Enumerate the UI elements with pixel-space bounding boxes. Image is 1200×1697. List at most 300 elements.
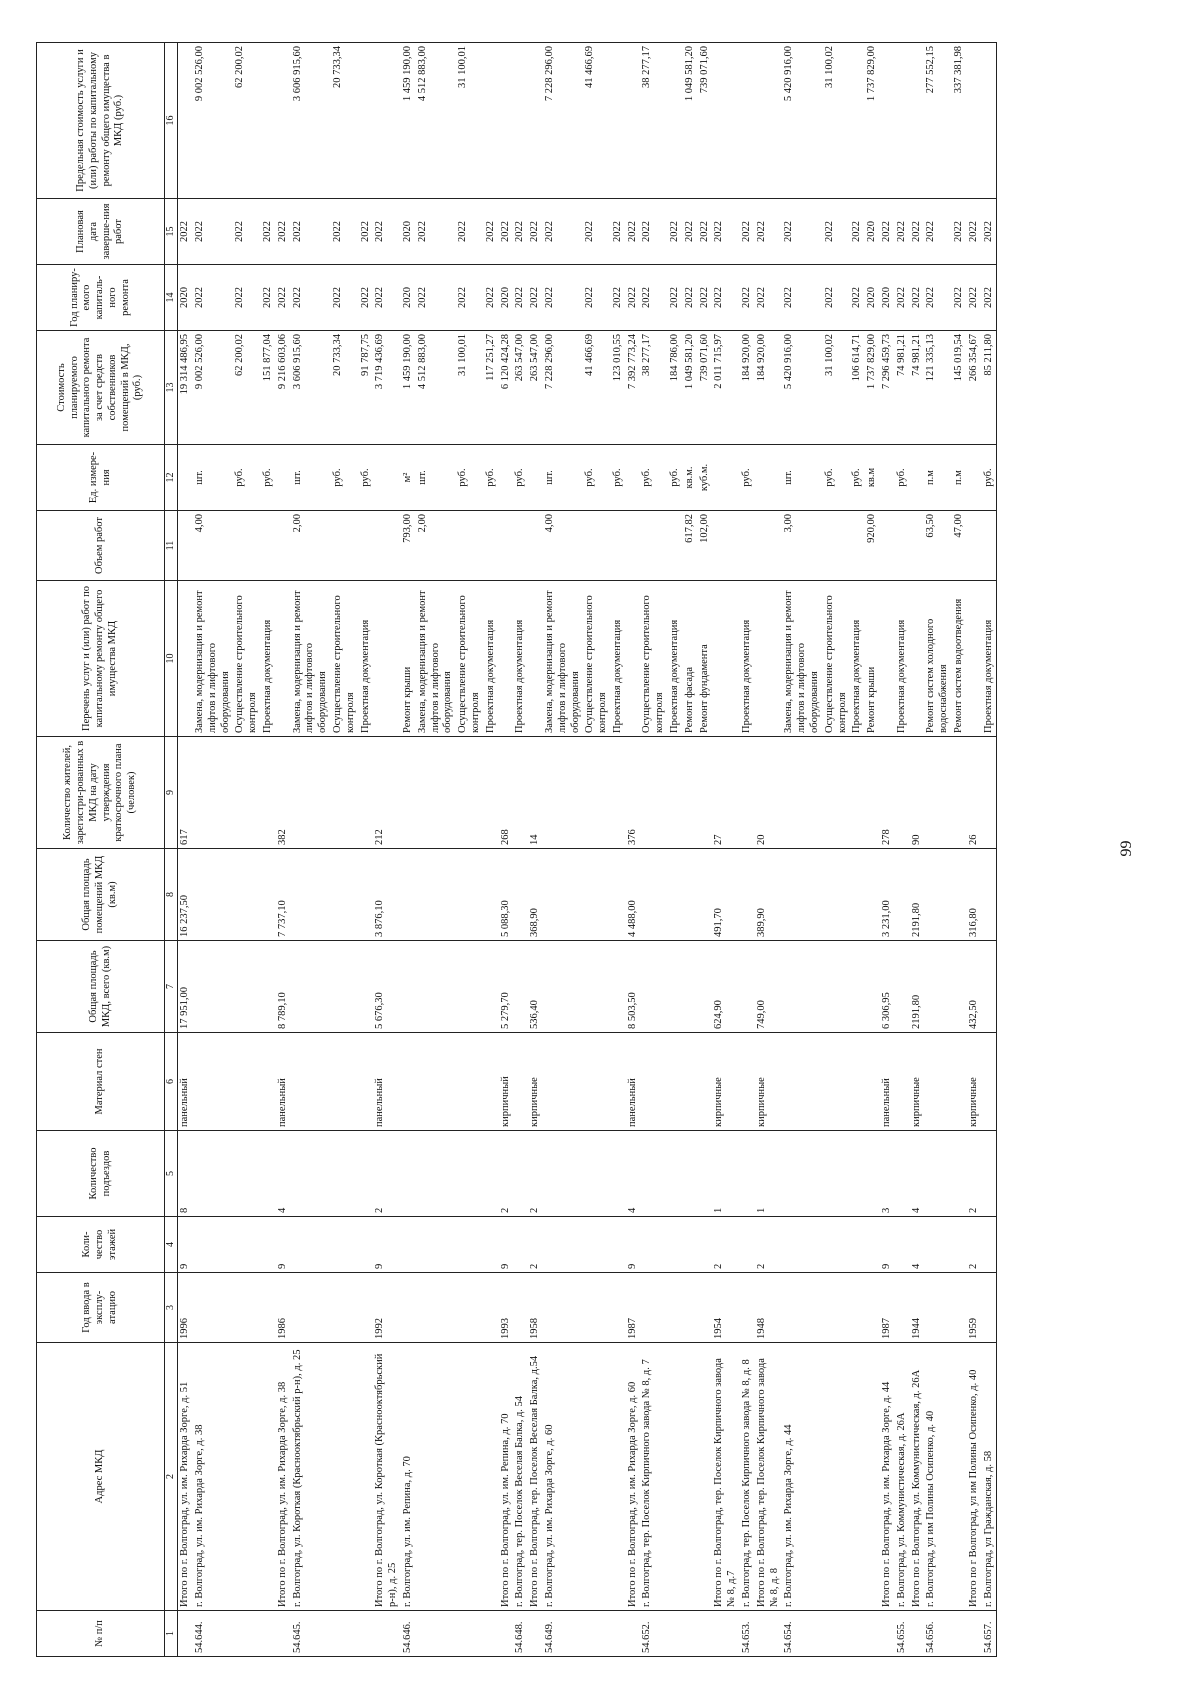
address-cell xyxy=(668,1343,683,1611)
year-built-cell: 1992 xyxy=(373,1273,401,1343)
work-volume-cell xyxy=(359,511,374,581)
work-volume-cell: 2,00 xyxy=(416,511,456,581)
max-cost-cell: 4 512 883,00 xyxy=(416,43,456,199)
repair-year-cell: 2022 xyxy=(291,265,331,331)
address-cell: г. Волгоград, тер. Поселок Веселая Балка, д. 54 xyxy=(513,1343,528,1611)
residents-cell xyxy=(611,737,626,849)
floors-cell xyxy=(291,1217,331,1273)
repair-year-cell: 2022 xyxy=(755,265,783,331)
completion-date-cell: 2022 xyxy=(982,199,997,265)
floors-cell: 9 xyxy=(373,1217,401,1273)
address-cell xyxy=(484,1343,499,1611)
total-area-cell xyxy=(359,941,374,1033)
address-cell xyxy=(456,1343,484,1611)
unit-cell: руб. xyxy=(611,445,626,511)
unit-cell: руб. xyxy=(331,445,359,511)
floors-cell: 2 xyxy=(712,1217,740,1273)
wall-material-cell: панельный xyxy=(626,1033,641,1131)
total-area-cell: 8 789,10 xyxy=(276,941,291,1033)
unit-cell xyxy=(276,445,291,511)
wall-material-cell xyxy=(331,1033,359,1131)
works-list-cell: Замена, модернизация и ремонт лифтов и лифтового оборудования xyxy=(193,581,233,737)
residents-cell xyxy=(865,737,880,849)
item-number-cell xyxy=(261,1611,276,1657)
table-row xyxy=(895,43,910,1657)
address-cell xyxy=(331,1343,359,1611)
residents-cell: 382 xyxy=(276,737,291,849)
residents-cell xyxy=(331,737,359,849)
work-volume-cell xyxy=(640,511,668,581)
planned-cost-cell: 266 354,67 xyxy=(967,331,982,445)
works-list-cell: Ремонт крыши xyxy=(865,581,880,737)
repair-year-cell: 2022 xyxy=(967,265,982,331)
header-cell: Материал стен xyxy=(37,1033,165,1131)
max-cost-cell xyxy=(373,43,401,199)
item-number-cell xyxy=(359,1611,374,1657)
unit-cell xyxy=(373,445,401,511)
residents-cell xyxy=(982,737,997,849)
repair-year-cell: 2022 xyxy=(513,265,528,331)
residents-cell xyxy=(359,737,374,849)
column-number: 10 xyxy=(165,581,178,737)
entrances-cell: 2 xyxy=(499,1131,514,1217)
entrances-cell xyxy=(583,1131,611,1217)
total-area-cell: 749,00 xyxy=(755,941,783,1033)
planned-cost-cell: 1 459 190,00 xyxy=(401,331,416,445)
residents-cell xyxy=(823,737,851,849)
item-number-cell: 54.648. xyxy=(513,1611,528,1657)
address-cell xyxy=(583,1343,611,1611)
total-area-cell xyxy=(782,941,822,1033)
total-area-cell xyxy=(865,941,880,1033)
works-list-cell: Проектная документация xyxy=(740,581,755,737)
floors-cell xyxy=(484,1217,499,1273)
max-cost-cell: 1 049 581,20 xyxy=(683,43,698,199)
address-cell: Итого по г. Волгоград, ул. им. Рихарда Зорге, д. 60 xyxy=(626,1343,641,1611)
max-cost-cell: 20 733,34 xyxy=(331,43,359,199)
year-built-cell xyxy=(952,1273,967,1343)
planned-cost-cell: 7 228 296,00 xyxy=(543,331,583,445)
item-number-cell xyxy=(880,1611,895,1657)
floors-cell xyxy=(456,1217,484,1273)
residents-cell: 14 xyxy=(528,737,543,849)
table-row xyxy=(668,43,683,1657)
max-cost-cell xyxy=(484,43,499,199)
floors-cell xyxy=(698,1217,713,1273)
planned-cost-cell: 184 786,00 xyxy=(668,331,683,445)
repair-year-cell: 2022 xyxy=(698,265,713,331)
planned-cost-cell: 41 466,69 xyxy=(583,331,611,445)
column-number: 1 xyxy=(165,1611,178,1657)
unit-cell: руб. xyxy=(850,445,865,511)
works-list-cell: Замена, модернизация и ремонт лифтов и лифтового оборудования xyxy=(416,581,456,737)
entrances-cell: 2 xyxy=(967,1131,982,1217)
year-built-cell: 1954 xyxy=(712,1273,740,1343)
table-row xyxy=(543,43,583,1657)
planned-cost-cell: 7 296 459,73 xyxy=(880,331,895,445)
floors-cell: 9 xyxy=(276,1217,291,1273)
year-built-cell xyxy=(291,1273,331,1343)
address-cell: г. Волгоград, ул им Полины Осипенко, д. 40 xyxy=(924,1343,952,1611)
item-number-cell xyxy=(910,1611,925,1657)
year-built-cell xyxy=(416,1273,456,1343)
repair-year-cell: 2022 xyxy=(850,265,865,331)
repair-year-cell: 2022 xyxy=(583,265,611,331)
address-cell: Итого по г. Волгоград, ул. Коммунистическая, д. 26А xyxy=(910,1343,925,1611)
premises-area-cell xyxy=(611,849,626,941)
repair-year-cell: 2022 xyxy=(683,265,698,331)
residents-cell xyxy=(456,737,484,849)
repair-year-cell: 2022 xyxy=(484,265,499,331)
entrances-cell xyxy=(640,1131,668,1217)
max-cost-cell xyxy=(740,43,755,199)
unit-cell: кв.м. xyxy=(683,445,698,511)
planned-cost-cell: 263 547,00 xyxy=(528,331,543,445)
floors-cell xyxy=(401,1217,416,1273)
item-number-cell xyxy=(865,1611,880,1657)
total-area-cell xyxy=(331,941,359,1033)
item-number-cell xyxy=(683,1611,698,1657)
total-row xyxy=(755,43,783,1657)
total-area-cell xyxy=(513,941,528,1033)
total-row xyxy=(373,43,401,1657)
wall-material-cell xyxy=(952,1033,967,1131)
column-number: 6 xyxy=(165,1033,178,1131)
table-row xyxy=(416,43,456,1657)
completion-date-cell: 2022 xyxy=(178,199,193,265)
planned-cost-cell: 19 314 486,95 xyxy=(178,331,193,445)
residents-cell xyxy=(193,737,233,849)
residents-cell xyxy=(583,737,611,849)
completion-date-cell: 2022 xyxy=(331,199,359,265)
premises-area-cell: 5 088,30 xyxy=(499,849,514,941)
entrances-cell xyxy=(543,1131,583,1217)
year-built-cell: 1987 xyxy=(626,1273,641,1343)
work-volume-cell: 4,00 xyxy=(193,511,233,581)
works-list-cell xyxy=(880,581,895,737)
item-number-cell xyxy=(611,1611,626,1657)
planned-cost-cell: 7 392 773,24 xyxy=(626,331,641,445)
column-number: 14 xyxy=(165,265,178,331)
floors-cell: 2 xyxy=(528,1217,543,1273)
work-volume-cell xyxy=(967,511,982,581)
address-cell xyxy=(683,1343,698,1611)
year-built-cell xyxy=(456,1273,484,1343)
max-cost-cell: 7 228 296,00 xyxy=(543,43,583,199)
address-cell: г. Волгоград, ул. им. Рихарда Зорге, д. 38 xyxy=(193,1343,233,1611)
item-number-cell xyxy=(698,1611,713,1657)
item-number-cell xyxy=(373,1611,401,1657)
column-number: 9 xyxy=(165,737,178,849)
total-area-cell xyxy=(456,941,484,1033)
wall-material-cell xyxy=(924,1033,952,1131)
item-number-cell xyxy=(967,1611,982,1657)
column-number-row xyxy=(165,43,178,1657)
entrances-cell xyxy=(611,1131,626,1217)
max-cost-cell xyxy=(910,43,925,199)
total-area-cell xyxy=(698,941,713,1033)
completion-date-cell: 2022 xyxy=(513,199,528,265)
premises-area-cell: 389,90 xyxy=(755,849,783,941)
completion-date-cell: 2022 xyxy=(952,199,967,265)
premises-area-cell xyxy=(698,849,713,941)
year-built-cell xyxy=(683,1273,698,1343)
unit-cell: руб. xyxy=(740,445,755,511)
wall-material-cell: кирпичные xyxy=(528,1033,543,1131)
wall-material-cell: панельный xyxy=(276,1033,291,1131)
premises-area-cell: 7 737,10 xyxy=(276,849,291,941)
table-row xyxy=(683,43,698,1657)
column-number: 12 xyxy=(165,445,178,511)
completion-date-cell: 2022 xyxy=(668,199,683,265)
works-list-cell: Ремонт фасада xyxy=(683,581,698,737)
year-built-cell: 1987 xyxy=(880,1273,895,1343)
wall-material-cell xyxy=(823,1033,851,1131)
premises-area-cell xyxy=(401,849,416,941)
item-number-cell xyxy=(331,1611,359,1657)
unit-cell: руб. xyxy=(233,445,261,511)
total-area-cell xyxy=(982,941,997,1033)
table-row xyxy=(640,43,668,1657)
entrances-cell xyxy=(261,1131,276,1217)
work-volume-cell xyxy=(484,511,499,581)
planned-cost-cell: 3 606 915,60 xyxy=(291,331,331,445)
floors-cell xyxy=(261,1217,276,1273)
planned-cost-cell: 74 981,21 xyxy=(895,331,910,445)
total-area-cell xyxy=(640,941,668,1033)
completion-date-cell: 2022 xyxy=(698,199,713,265)
works-list-cell: Замена, модернизация и ремонт лифтов и лифтового оборудования xyxy=(782,581,822,737)
total-area-cell xyxy=(683,941,698,1033)
item-number-cell xyxy=(850,1611,865,1657)
table-row xyxy=(233,43,261,1657)
total-area-cell: 2191,80 xyxy=(910,941,925,1033)
unit-cell: шт. xyxy=(193,445,233,511)
item-number-cell xyxy=(233,1611,261,1657)
work-volume-cell xyxy=(233,511,261,581)
repair-year-cell: 2022 xyxy=(416,265,456,331)
year-built-cell: 1986 xyxy=(276,1273,291,1343)
max-cost-cell: 31 100,01 xyxy=(456,43,484,199)
item-number-cell xyxy=(528,1611,543,1657)
max-cost-cell: 5 420 916,00 xyxy=(782,43,822,199)
completion-date-cell: 2022 xyxy=(543,199,583,265)
max-cost-cell xyxy=(668,43,683,199)
planned-cost-cell: 263 547,00 xyxy=(513,331,528,445)
max-cost-cell: 3 606 915,60 xyxy=(291,43,331,199)
table-row xyxy=(865,43,880,1657)
max-cost-cell xyxy=(276,43,291,199)
entrances-cell xyxy=(513,1131,528,1217)
max-cost-cell: 41 466,69 xyxy=(583,43,611,199)
address-cell: Итого по г. Волгоград, тер. Поселок Кирпичного завода № 8, д. 8 xyxy=(755,1343,783,1611)
floors-cell xyxy=(895,1217,910,1273)
max-cost-cell xyxy=(359,43,374,199)
completion-date-cell: 2022 xyxy=(967,199,982,265)
wall-material-cell xyxy=(193,1033,233,1131)
works-list-cell: Проектная документация xyxy=(513,581,528,737)
column-number: 5 xyxy=(165,1131,178,1217)
item-number-cell: 54.649. xyxy=(543,1611,583,1657)
premises-area-cell: 491,70 xyxy=(712,849,740,941)
total-area-cell xyxy=(543,941,583,1033)
address-cell xyxy=(261,1343,276,1611)
page-number: 99 xyxy=(1118,840,1135,857)
wall-material-cell xyxy=(640,1033,668,1131)
residents-cell xyxy=(416,737,456,849)
entrances-cell: 3 xyxy=(880,1131,895,1217)
column-number: 3 xyxy=(165,1273,178,1343)
premises-area-cell xyxy=(683,849,698,941)
wall-material-cell xyxy=(740,1033,755,1131)
repair-year-cell: 2020 xyxy=(865,265,880,331)
item-number-cell xyxy=(755,1611,783,1657)
entrances-cell xyxy=(668,1131,683,1217)
completion-date-cell: 2022 xyxy=(823,199,851,265)
address-cell: Итого по г. Волгоград, тер. Поселок Веселая Балка, д.54 xyxy=(528,1343,543,1611)
work-volume-cell xyxy=(528,511,543,581)
unit-cell xyxy=(528,445,543,511)
total-area-cell xyxy=(583,941,611,1033)
repair-year-cell: 2020 xyxy=(401,265,416,331)
entrances-cell xyxy=(331,1131,359,1217)
unit-cell: руб. xyxy=(982,445,997,511)
works-list-cell: Проектная документация xyxy=(850,581,865,737)
year-built-cell: 1993 xyxy=(499,1273,514,1343)
premises-area-cell: 368,90 xyxy=(528,849,543,941)
item-number-cell xyxy=(823,1611,851,1657)
item-number-cell xyxy=(626,1611,641,1657)
entrances-cell: 1 xyxy=(712,1131,740,1217)
planned-cost-cell: 4 512 883,00 xyxy=(416,331,456,445)
completion-date-cell: 2022 xyxy=(499,199,514,265)
header-row xyxy=(37,43,165,1657)
work-volume-cell xyxy=(880,511,895,581)
residents-cell xyxy=(484,737,499,849)
year-built-cell: 1959 xyxy=(967,1273,982,1343)
repair-year-cell: 2020 xyxy=(880,265,895,331)
completion-date-cell: 2022 xyxy=(359,199,374,265)
total-area-cell xyxy=(291,941,331,1033)
wall-material-cell xyxy=(456,1033,484,1131)
unit-cell: куб.м. xyxy=(698,445,713,511)
floors-cell xyxy=(513,1217,528,1273)
wall-material-cell: панельный xyxy=(373,1033,401,1131)
planned-cost-cell: 184 920,00 xyxy=(740,331,755,445)
header-cell: Год ввода в эксплу-атацию xyxy=(37,1273,165,1343)
completion-date-cell: 2022 xyxy=(611,199,626,265)
wall-material-cell: кирпичные xyxy=(967,1033,982,1131)
entrances-cell xyxy=(683,1131,698,1217)
total-area-cell: 5 676,30 xyxy=(373,941,401,1033)
table-row xyxy=(193,43,233,1657)
entrances-cell xyxy=(484,1131,499,1217)
year-built-cell: 1948 xyxy=(755,1273,783,1343)
works-list-cell: Замена, модернизация и ремонт лифтов и лифтового оборудования xyxy=(291,581,331,737)
column-number: 2 xyxy=(165,1343,178,1611)
wall-material-cell xyxy=(782,1033,822,1131)
repair-year-cell: 2022 xyxy=(640,265,668,331)
wall-material-cell xyxy=(611,1033,626,1131)
year-built-cell xyxy=(924,1273,952,1343)
residents-cell: 617 xyxy=(178,737,193,849)
entrances-cell xyxy=(193,1131,233,1217)
repair-year-cell: 2022 xyxy=(233,265,261,331)
header-cell: Предельная стоимость услуги и (или) работы по капитальному ремонту общего имущества в МКД (руб.) xyxy=(37,43,165,199)
residents-cell: 27 xyxy=(712,737,740,849)
wall-material-cell xyxy=(513,1033,528,1131)
works-list-cell: Осуществление строительного контроля xyxy=(331,581,359,737)
residents-cell xyxy=(401,737,416,849)
total-area-cell: 17 951,00 xyxy=(178,941,193,1033)
planned-cost-cell: 145 019,54 xyxy=(952,331,967,445)
address-cell: Итого по г. Волгоград, ул. Короткая (Краснооктябрьский р-н), д. 25 xyxy=(373,1343,401,1611)
unit-cell xyxy=(910,445,925,511)
total-area-cell xyxy=(401,941,416,1033)
address-cell xyxy=(865,1343,880,1611)
wall-material-cell xyxy=(583,1033,611,1131)
entrances-cell: 2 xyxy=(373,1131,401,1217)
completion-date-cell: 2022 xyxy=(880,199,895,265)
item-number-cell xyxy=(583,1611,611,1657)
work-volume-cell xyxy=(712,511,740,581)
repair-year-cell: 2022 xyxy=(331,265,359,331)
total-area-cell: 8 503,50 xyxy=(626,941,641,1033)
planned-cost-cell: 739 071,60 xyxy=(698,331,713,445)
planned-cost-cell: 106 614,71 xyxy=(850,331,865,445)
premises-area-cell xyxy=(543,849,583,941)
floors-cell xyxy=(668,1217,683,1273)
max-cost-cell xyxy=(528,43,543,199)
planned-cost-cell: 1 049 581,20 xyxy=(683,331,698,445)
total-area-cell xyxy=(668,941,683,1033)
table-row xyxy=(513,43,528,1657)
max-cost-cell xyxy=(513,43,528,199)
max-cost-cell: 1 737 829,00 xyxy=(865,43,880,199)
floors-cell xyxy=(359,1217,374,1273)
address-cell: г. Волгоград, ул. им. Рихарда Зорге, д. 44 xyxy=(782,1343,822,1611)
planned-cost-cell: 5 420 916,00 xyxy=(782,331,822,445)
max-cost-cell xyxy=(967,43,982,199)
table-row xyxy=(924,43,952,1657)
premises-area-cell xyxy=(782,849,822,941)
max-cost-cell xyxy=(499,43,514,199)
repair-year-cell: 2022 xyxy=(982,265,997,331)
works-list-cell: Проектная документация xyxy=(982,581,997,737)
unit-cell xyxy=(499,445,514,511)
address-cell xyxy=(233,1343,261,1611)
max-cost-cell xyxy=(626,43,641,199)
address-cell: Итого по г. Волгоград, ул. им. Рихарда Зорге, д. 44 xyxy=(880,1343,895,1611)
completion-date-cell: 2022 xyxy=(373,199,401,265)
max-cost-cell xyxy=(611,43,626,199)
works-list-cell xyxy=(499,581,514,737)
year-built-cell xyxy=(668,1273,683,1343)
repair-year-cell: 2022 xyxy=(456,265,484,331)
total-row xyxy=(910,43,925,1657)
floors-cell xyxy=(782,1217,822,1273)
planned-cost-cell: 9 216 603,06 xyxy=(276,331,291,445)
repair-year-cell: 2022 xyxy=(373,265,401,331)
max-cost-cell xyxy=(178,43,193,199)
year-built-cell xyxy=(640,1273,668,1343)
residents-cell: 26 xyxy=(967,737,982,849)
work-volume-cell xyxy=(982,511,997,581)
column-number: 15 xyxy=(165,199,178,265)
repair-year-cell: 2022 xyxy=(952,265,967,331)
wall-material-cell xyxy=(668,1033,683,1131)
entrances-cell xyxy=(291,1131,331,1217)
